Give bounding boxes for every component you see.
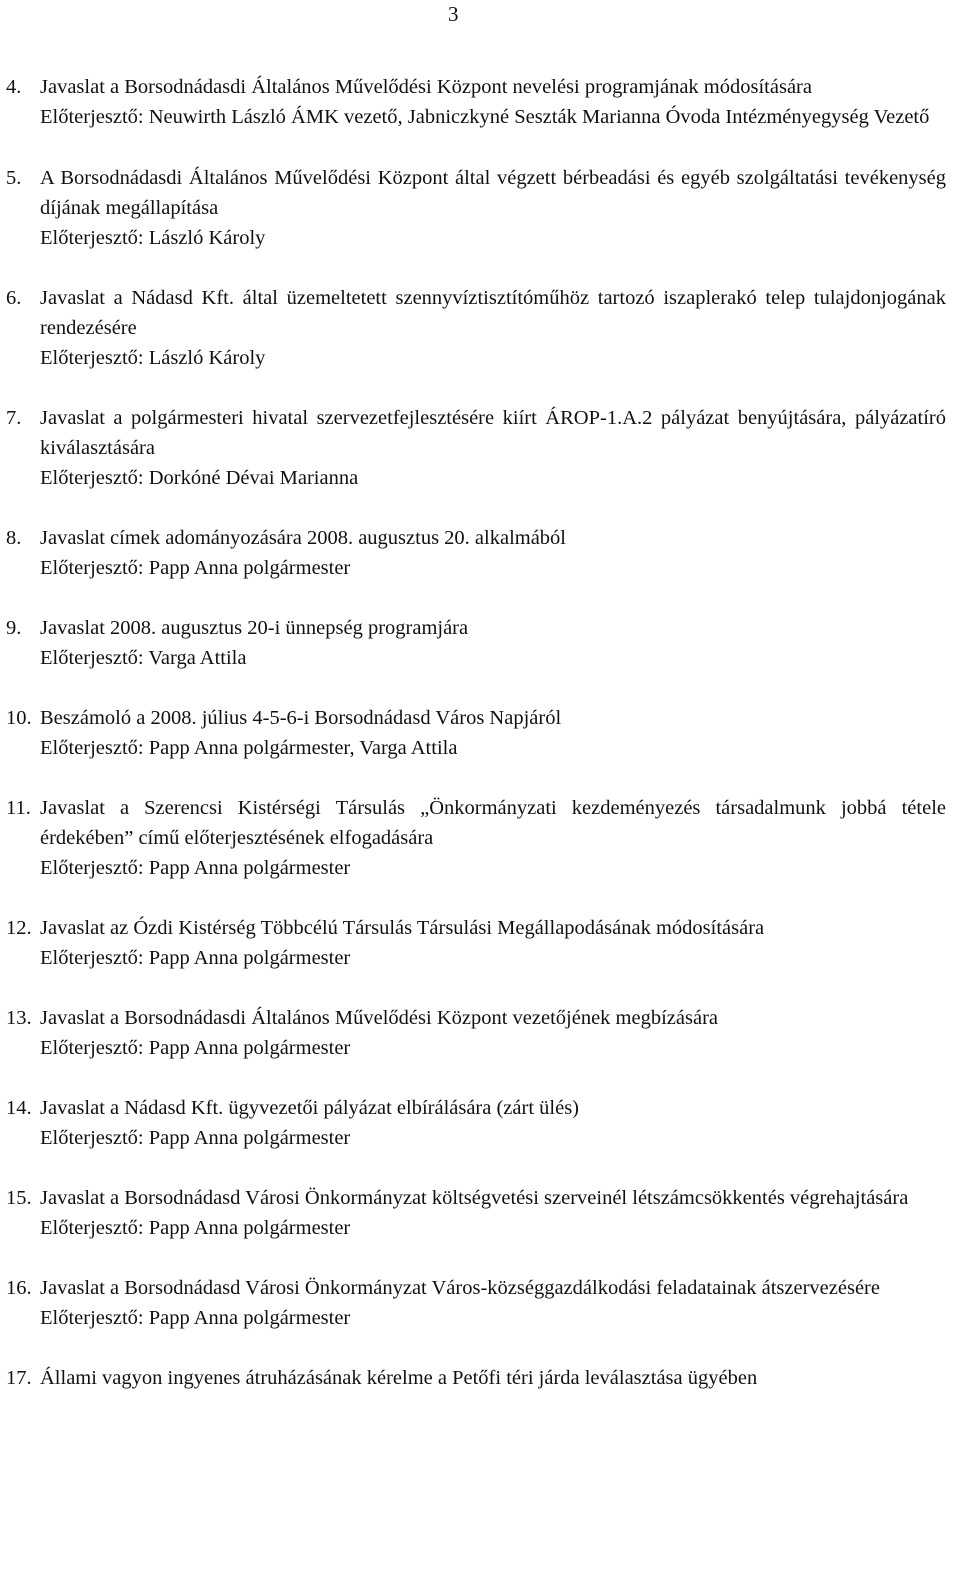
agenda-item-title: Javaslat 2008. augusztus 20-i ünnepség programjára (40, 617, 469, 639)
agenda-item-presenter: Előterjesztő: Varga Attila (40, 647, 247, 669)
agenda-item (6, 1003, 946, 1063)
agenda-item (6, 613, 946, 673)
agenda-item-title: Javaslat a Borsodnádasd Városi Önkormányzat költségvetési szerveinél létszámcsökkentés végrehajtására (40, 1187, 909, 1209)
agenda-item-title: Javaslat a Borsodnádasdi Általános Művelődési Központ nevelési programjának módosítására (40, 76, 812, 98)
agenda-item-presenter: Előterjesztő: Dorkóné Dévai Marianna (40, 467, 359, 489)
agenda-item (6, 913, 946, 973)
agenda-item (6, 1273, 946, 1333)
agenda-item-number: 9. (6, 617, 22, 639)
agenda-item-number: 16. (6, 1277, 32, 1299)
agenda-item-title: Javaslat címek adományozására 2008. augusztus 20. alkalmából (40, 527, 567, 549)
agenda-item-number: 8. (6, 527, 22, 549)
agenda-item (6, 1183, 946, 1243)
agenda-item-title: A Borsodnádasdi Általános Művelődési Központ által végzett bérbeadási és egyéb szolgáltatási tevékenység díjának megállapítása (40, 167, 946, 219)
agenda-item-title: Javaslat az Ózdi Kistérség Többcélú Társulás Társulási Megállapodásának módosítására (40, 917, 765, 939)
agenda-item (6, 703, 946, 763)
agenda-item-title: Javaslat a Nádasd Kft. által üzemeltetett szennyvíztisztítóműhöz tartozó iszaplerakó telep tulajdonjogának rendezésére (40, 287, 946, 339)
agenda-item-number: 14. (6, 1097, 32, 1119)
agenda-item-number: 6. (6, 287, 22, 309)
agenda-item (6, 793, 946, 883)
agenda-item-title: Javaslat a Borsodnádasd Városi Önkormányzat Város-községgazdálkodási feladatainak átszervezésére (40, 1277, 880, 1299)
agenda-item (6, 403, 946, 493)
agenda-item-title: Állami vagyon ingyenes átruházásának kérelme a Petőfi téri járda leválasztása ügyében (40, 1367, 758, 1389)
agenda-item-presenter: Előterjesztő: Papp Anna polgármester (40, 947, 351, 969)
agenda-item-presenter: Előterjesztő: Papp Anna polgármester (40, 857, 351, 879)
agenda-item-title: Javaslat a Szerencsi Kistérségi Társulás „Önkormányzati kezdeményezés társadalmunk jobbá tétele érdekében” című előterjesztésének elfogadására (40, 797, 946, 849)
agenda-item-presenter: Előterjesztő: Papp Anna polgármester (40, 1217, 351, 1239)
page-number: 3 (448, 2, 459, 26)
agenda-item-title: Javaslat a Nádasd Kft. ügyvezetői pályázat elbírálására (zárt ülés) (40, 1097, 580, 1119)
agenda-item-presenter: Előterjesztő: Papp Anna polgármester (40, 1127, 351, 1149)
agenda-item (6, 163, 946, 253)
agenda-item (6, 1363, 946, 1393)
agenda-item-number: 13. (6, 1007, 32, 1029)
agenda-item-presenter: Előterjesztő: Papp Anna polgármester (40, 1037, 351, 1059)
agenda-item-number: 11. (6, 797, 31, 819)
agenda-item-presenter: Előterjesztő: Papp Anna polgármester (40, 1307, 351, 1329)
agenda-item-number: 4. (6, 76, 22, 98)
agenda-item (6, 523, 946, 583)
agenda-item-presenter: Előterjesztő: László Károly (40, 227, 266, 249)
agenda-item (6, 283, 946, 373)
agenda-item (6, 1093, 946, 1153)
agenda-item-number: 17. (6, 1367, 32, 1389)
agenda-item-presenter: Előterjesztő: Papp Anna polgármester (40, 557, 351, 579)
agenda-item-presenter: Előterjesztő: Neuwirth László ÁMK vezető, Jabniczkyné Seszták Marianna Óvoda Intézményegység Vezető (40, 106, 930, 128)
agenda-item-number: 12. (6, 917, 32, 939)
agenda-item-presenter: Előterjesztő: Papp Anna polgármester, Varga Attila (40, 737, 458, 759)
agenda-item-presenter: Előterjesztő: László Károly (40, 347, 266, 369)
agenda-item-number: 5. (6, 167, 22, 189)
agenda-list (6, 72, 946, 1393)
agenda-item-title: Javaslat a Borsodnádasdi Általános Művelődési Központ vezetőjének megbízására (40, 1007, 719, 1029)
agenda-item-number: 10. (6, 707, 32, 729)
agenda-item-title: Beszámoló a 2008. július 4-5-6-i Borsodnádasd Város Napjáról (40, 707, 562, 729)
agenda-item-number: 7. (6, 407, 22, 429)
agenda-item-title: Javaslat a polgármesteri hivatal szervezetfejlesztésére kiírt ÁROP-1.A.2 pályázat benyújtására, pályázatíró kiválasztására (40, 407, 946, 459)
agenda-item (6, 72, 946, 132)
agenda-item-number: 15. (6, 1187, 32, 1209)
